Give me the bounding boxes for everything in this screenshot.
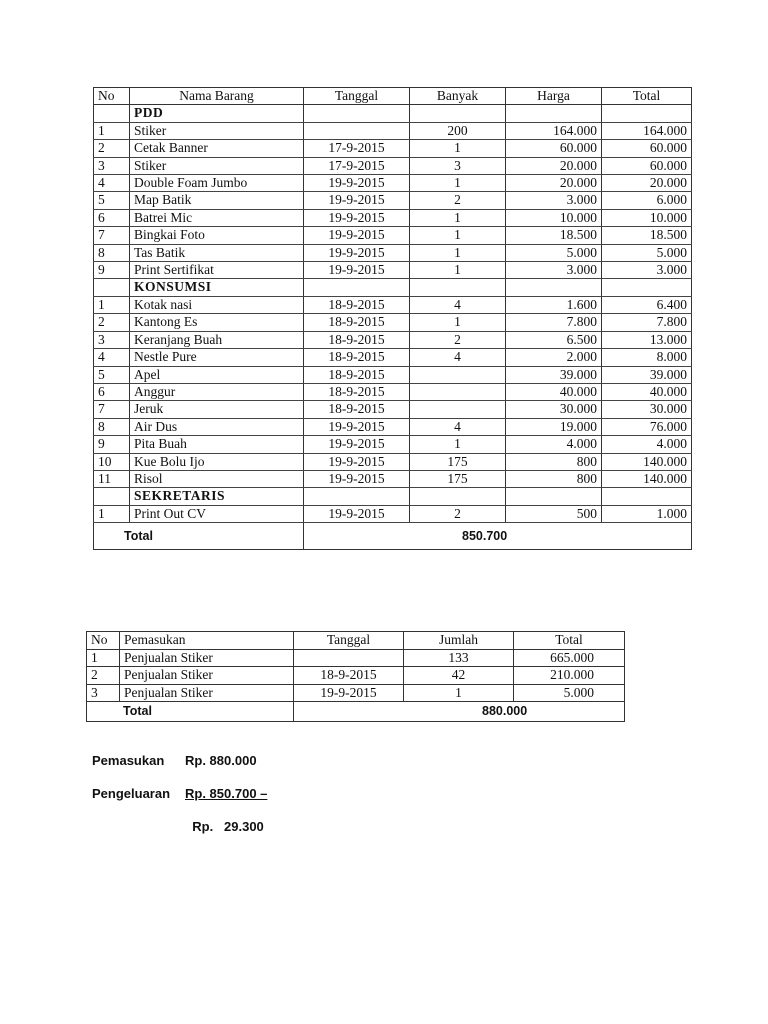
cell-banyak: 1 [410, 262, 506, 279]
cell-tanggal: 18-9-2015 [304, 401, 410, 418]
cell-no: 9 [94, 436, 130, 453]
cell-no: 7 [94, 401, 130, 418]
header-no: No [94, 88, 130, 105]
cell-tanggal: 18-9-2015 [304, 314, 410, 331]
cell-total: 3.000 [602, 262, 692, 279]
income-total-label: Total [87, 702, 294, 722]
income-cell-tanggal: 19-9-2015 [294, 684, 404, 702]
cell-no: 2 [94, 314, 130, 331]
income-header-total: Total [514, 632, 625, 650]
header-tanggal: Tanggal [304, 88, 410, 105]
cell-no: 6 [94, 383, 130, 400]
cell-harga: 5.000 [506, 244, 602, 261]
cell-no: 7 [94, 227, 130, 244]
cell-banyak: 2 [410, 331, 506, 348]
income-total-row [87, 702, 625, 722]
income-cell-pemasukan: Penjualan Stiker [120, 667, 294, 685]
cell-banyak: 4 [410, 349, 506, 366]
cell-tanggal: 19-9-2015 [304, 227, 410, 244]
cell-banyak [410, 366, 506, 383]
cell-nama-barang: Tas Batik [130, 244, 304, 261]
income-total-value: 880.000 [294, 702, 625, 722]
cell-total: 7.800 [602, 314, 692, 331]
cell-no: 1 [94, 296, 130, 313]
cell-harga: 40.000 [506, 383, 602, 400]
cell-banyak: 200 [410, 122, 506, 139]
cell-harga: 60.000 [506, 140, 602, 157]
cell-banyak: 1 [410, 436, 506, 453]
section-empty-cell [602, 279, 692, 296]
section-empty-cell [304, 105, 410, 122]
income-cell-no: 3 [87, 684, 120, 702]
cell-banyak: 175 [410, 470, 506, 487]
table-row [94, 175, 692, 192]
cell-banyak: 1 [410, 244, 506, 261]
cell-banyak: 2 [410, 192, 506, 209]
summary-balance-value: Rp. 29.300 [192, 819, 264, 834]
cell-total: 6.000 [602, 192, 692, 209]
table-row [94, 418, 692, 435]
section-name: SEKRETARIS [130, 488, 304, 505]
cell-no: 4 [94, 175, 130, 192]
section-empty-cell [94, 105, 130, 122]
section-empty-cell [94, 279, 130, 296]
cell-total: 60.000 [602, 140, 692, 157]
table-row [94, 227, 692, 244]
cell-no: 8 [94, 418, 130, 435]
cell-total: 140.000 [602, 453, 692, 470]
cell-harga: 164.000 [506, 122, 602, 139]
income-cell-total: 665.000 [514, 649, 625, 667]
section-row [94, 488, 692, 505]
cell-nama-barang: Map Batik [130, 192, 304, 209]
cell-total: 5.000 [602, 244, 692, 261]
cell-total: 13.000 [602, 331, 692, 348]
section-row [94, 105, 692, 122]
cell-harga: 500 [506, 505, 602, 522]
table-row [94, 453, 692, 470]
cell-no: 6 [94, 209, 130, 226]
section-empty-cell [304, 279, 410, 296]
cell-nama-barang: Double Foam Jumbo [130, 175, 304, 192]
income-header-no: No [87, 632, 120, 650]
cell-nama-barang: Anggur [130, 383, 304, 400]
summary-expense-value: Rp. 850.700 – [185, 786, 268, 801]
cell-harga: 20.000 [506, 175, 602, 192]
section-empty-cell [94, 488, 130, 505]
cell-no: 1 [94, 122, 130, 139]
cell-no: 1 [94, 505, 130, 522]
cell-nama-barang: Kue Bolu Ijo [130, 453, 304, 470]
cell-banyak: 1 [410, 209, 506, 226]
cell-tanggal: 18-9-2015 [304, 296, 410, 313]
table-row [94, 401, 692, 418]
income-cell-total: 210.000 [514, 667, 625, 685]
cell-harga: 18.500 [506, 227, 602, 244]
cell-harga: 39.000 [506, 366, 602, 383]
income-cell-pemasukan: Penjualan Stiker [120, 684, 294, 702]
cell-nama-barang: Print Sertifikat [130, 262, 304, 279]
table-row [94, 349, 692, 366]
cell-nama-barang: Keranjang Buah [130, 331, 304, 348]
section-empty-cell [410, 105, 506, 122]
section-empty-cell [602, 488, 692, 505]
cell-tanggal: 17-9-2015 [304, 140, 410, 157]
table-row [94, 383, 692, 400]
cell-nama-barang: Air Dus [130, 418, 304, 435]
cell-tanggal: 19-9-2015 [304, 244, 410, 261]
cell-nama-barang: Apel [130, 366, 304, 383]
cell-harga: 3.000 [506, 262, 602, 279]
table-row [94, 192, 692, 209]
cell-tanggal: 18-9-2015 [304, 366, 410, 383]
income-header-pemasukan: Pemasukan [120, 632, 294, 650]
cell-nama-barang: Risol [130, 470, 304, 487]
income-cell-total: 5.000 [514, 684, 625, 702]
cell-no: 5 [94, 366, 130, 383]
expense-table [93, 87, 692, 550]
income-cell-jumlah: 133 [404, 649, 514, 667]
table-row [94, 262, 692, 279]
section-empty-cell [506, 105, 602, 122]
summary-expense-line [92, 786, 267, 801]
cell-tanggal: 19-9-2015 [304, 262, 410, 279]
expense-table-body [94, 105, 692, 550]
section-row [94, 279, 692, 296]
expense-total-value: 850.700 [304, 523, 692, 550]
income-cell-no: 2 [87, 667, 120, 685]
section-empty-cell [410, 488, 506, 505]
table-row [94, 296, 692, 313]
cell-no: 9 [94, 262, 130, 279]
cell-harga: 6.500 [506, 331, 602, 348]
cell-banyak: 1 [410, 175, 506, 192]
cell-total: 20.000 [602, 175, 692, 192]
income-cell-no: 1 [87, 649, 120, 667]
cell-nama-barang: Batrei Mic [130, 209, 304, 226]
cell-total: 40.000 [602, 383, 692, 400]
income-header-jumlah: Jumlah [404, 632, 514, 650]
cell-no: 4 [94, 349, 130, 366]
income-cell-tanggal [294, 649, 404, 667]
cell-total: 39.000 [602, 366, 692, 383]
table-row [94, 140, 692, 157]
header-nama-barang: Nama Barang [130, 88, 304, 105]
section-empty-cell [602, 105, 692, 122]
table-row [94, 314, 692, 331]
table-row [87, 684, 625, 702]
cell-harga: 3.000 [506, 192, 602, 209]
cell-nama-barang: Bingkai Foto [130, 227, 304, 244]
expense-total-label: Total [94, 523, 304, 550]
table-row [94, 244, 692, 261]
cell-no: 3 [94, 157, 130, 174]
cell-harga: 7.800 [506, 314, 602, 331]
income-cell-jumlah: 1 [404, 684, 514, 702]
cell-harga: 2.000 [506, 349, 602, 366]
cell-harga: 1.600 [506, 296, 602, 313]
cell-banyak [410, 401, 506, 418]
cell-total: 60.000 [602, 157, 692, 174]
summary-income-label: Pemasukan [92, 753, 165, 768]
cell-no: 10 [94, 453, 130, 470]
cell-harga: 20.000 [506, 157, 602, 174]
summary-income-value: Rp. 880.000 [185, 753, 257, 768]
table-row [94, 436, 692, 453]
cell-nama-barang: Kantong Es [130, 314, 304, 331]
header-harga: Harga [506, 88, 602, 105]
cell-banyak: 4 [410, 296, 506, 313]
summary-balance-line [92, 804, 264, 834]
cell-harga: 19.000 [506, 418, 602, 435]
cell-total: 6.400 [602, 296, 692, 313]
cell-banyak: 1 [410, 227, 506, 244]
cell-total: 8.000 [602, 349, 692, 366]
cell-harga: 10.000 [506, 209, 602, 226]
cell-tanggal: 19-9-2015 [304, 209, 410, 226]
income-table-header [87, 632, 625, 650]
income-cell-jumlah: 42 [404, 667, 514, 685]
income-cell-tanggal: 18-9-2015 [294, 667, 404, 685]
cell-total: 10.000 [602, 209, 692, 226]
table-row [87, 667, 625, 685]
table-row [94, 157, 692, 174]
cell-no: 11 [94, 470, 130, 487]
cell-tanggal [304, 122, 410, 139]
header-total: Total [602, 88, 692, 105]
income-table-body [87, 649, 625, 722]
cell-banyak: 2 [410, 505, 506, 522]
table-row [87, 649, 625, 667]
cell-nama-barang: Stiker [130, 122, 304, 139]
cell-tanggal: 18-9-2015 [304, 331, 410, 348]
income-cell-pemasukan: Penjualan Stiker [120, 649, 294, 667]
section-empty-cell [506, 279, 602, 296]
table-row [94, 331, 692, 348]
cell-total: 76.000 [602, 418, 692, 435]
summary-expense-label: Pengeluaran [92, 786, 171, 801]
cell-total: 18.500 [602, 227, 692, 244]
cell-total: 164.000 [602, 122, 692, 139]
income-header-tanggal: Tanggal [294, 632, 404, 650]
cell-tanggal: 19-9-2015 [304, 505, 410, 522]
summary-income-line [92, 753, 257, 768]
cell-tanggal: 18-9-2015 [304, 349, 410, 366]
cell-harga: 800 [506, 453, 602, 470]
cell-nama-barang: Nestle Pure [130, 349, 304, 366]
cell-nama-barang: Print Out CV [130, 505, 304, 522]
cell-banyak: 1 [410, 140, 506, 157]
cell-total: 4.000 [602, 436, 692, 453]
cell-harga: 800 [506, 470, 602, 487]
section-empty-cell [506, 488, 602, 505]
table-row [94, 366, 692, 383]
cell-nama-barang: Jeruk [130, 401, 304, 418]
cell-banyak: 3 [410, 157, 506, 174]
cell-banyak: 1 [410, 314, 506, 331]
table-row [94, 209, 692, 226]
cell-total: 1.000 [602, 505, 692, 522]
cell-no: 8 [94, 244, 130, 261]
cell-tanggal: 19-9-2015 [304, 418, 410, 435]
cell-tanggal: 19-9-2015 [304, 470, 410, 487]
table-row [94, 505, 692, 522]
cell-total: 30.000 [602, 401, 692, 418]
cell-banyak [410, 383, 506, 400]
cell-nama-barang: Cetak Banner [130, 140, 304, 157]
cell-no: 5 [94, 192, 130, 209]
expense-table-header [94, 88, 692, 105]
cell-tanggal: 19-9-2015 [304, 436, 410, 453]
cell-tanggal: 19-9-2015 [304, 175, 410, 192]
section-name: PDD [130, 105, 304, 122]
cell-tanggal: 18-9-2015 [304, 383, 410, 400]
cell-banyak: 175 [410, 453, 506, 470]
section-empty-cell [304, 488, 410, 505]
section-name: KONSUMSI [130, 279, 304, 296]
cell-total: 140.000 [602, 470, 692, 487]
section-empty-cell [410, 279, 506, 296]
cell-harga: 4.000 [506, 436, 602, 453]
cell-no: 2 [94, 140, 130, 157]
table-row [94, 122, 692, 139]
header-banyak: Banyak [410, 88, 506, 105]
cell-harga: 30.000 [506, 401, 602, 418]
cell-nama-barang: Kotak nasi [130, 296, 304, 313]
cell-tanggal: 17-9-2015 [304, 157, 410, 174]
cell-tanggal: 19-9-2015 [304, 453, 410, 470]
table-row [94, 470, 692, 487]
income-table [86, 631, 625, 722]
cell-nama-barang: Pita Buah [130, 436, 304, 453]
expense-total-row [94, 523, 692, 550]
cell-banyak: 4 [410, 418, 506, 435]
cell-no: 3 [94, 331, 130, 348]
cell-tanggal: 19-9-2015 [304, 192, 410, 209]
cell-nama-barang: Stiker [130, 157, 304, 174]
